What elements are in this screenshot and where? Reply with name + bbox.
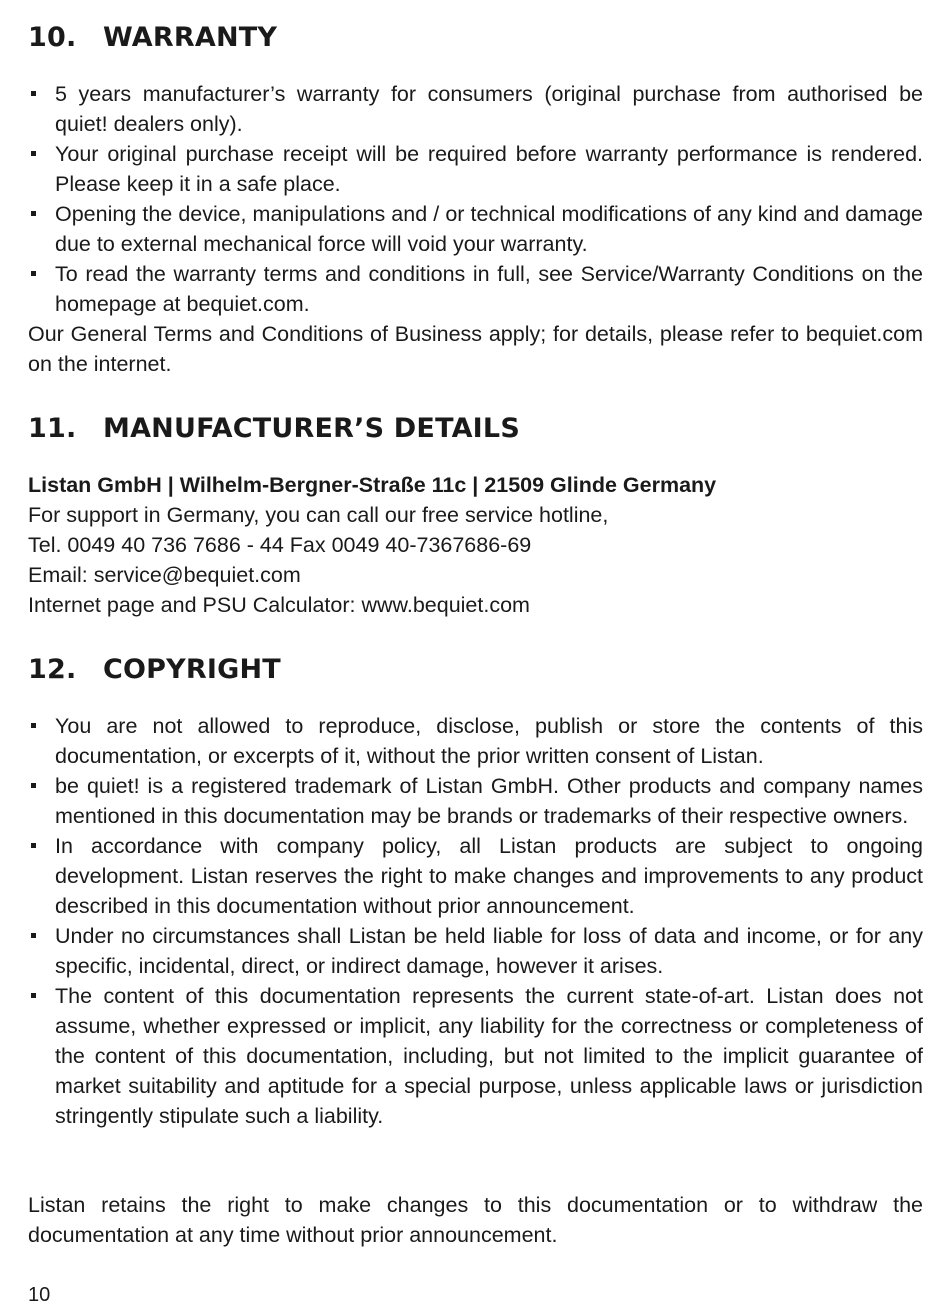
copyright-bullet-item <box>28 771 923 831</box>
warranty-body <box>28 79 923 379</box>
warranty-bullet-text: To read the warranty terms and conditions in full, see Service/Warranty Conditions on the homepage at bequiet.com. <box>55 262 923 316</box>
internet-line: Internet page and PSU Calculator: www.bequiet.com <box>28 593 530 617</box>
bullet-marker-icon <box>31 933 36 938</box>
copyright-bullet-item <box>28 921 923 981</box>
copyright-section-title: COPYRIGHT <box>103 654 281 685</box>
bullet-marker-icon <box>31 151 36 156</box>
copyright-bullet-item <box>28 711 923 771</box>
warranty-heading <box>28 21 277 55</box>
manufacturer-section-number: 11. <box>28 413 77 444</box>
copyright-body <box>28 711 923 1131</box>
copyright-bullet-text: be quiet! is a registered trademark of Listan GmbH. Other products and company names mentioned in this documentation may be brands or trademarks of their respective owners. <box>55 774 923 828</box>
bullet-marker-icon <box>31 723 36 728</box>
copyright-heading <box>28 653 281 687</box>
warranty-bullet-item <box>28 139 923 199</box>
copyright-bullet-text: Under no circumstances shall Listan be held liable for loss of data and income, or for any specific, incidental, direct, or indirect damage, however it arises. <box>55 924 923 978</box>
copyright-bullet-text: The content of this documentation represents the current state-of-art. Listan does not assume, whether expressed or implicit, any liability for the correctness or completeness of the content of this documentation, including, but not limited to the implicit guarantee of market suitability and aptitude for a special purpose, unless applicable laws or jurisdiction stringently stipulate such a liability. <box>55 984 923 1128</box>
warranty-bullet-text: 5 years manufacturer’s warranty for consumers (original purchase from authorised be quiet! dealers only). <box>55 82 923 136</box>
warranty-section-number: 10. <box>28 22 77 53</box>
copyright-bullet-item <box>28 831 923 921</box>
warranty-section-title: WARRANTY <box>103 22 278 53</box>
bullet-marker-icon <box>31 993 36 998</box>
bullet-marker-icon <box>31 783 36 788</box>
manufacturer-heading <box>28 412 520 446</box>
copyright-bullet-item <box>28 981 923 1131</box>
bullet-marker-icon <box>31 211 36 216</box>
warranty-bullet-list <box>28 79 923 319</box>
warranty-bullet-item <box>28 79 923 139</box>
copyright-bullet-text: In accordance with company policy, all Listan products are subject to ongoing development. Listan reserves the right to make changes and improvements to any product described in this documentation without prior announcement. <box>55 834 923 918</box>
bullet-marker-icon <box>31 91 36 96</box>
warranty-bullet-item <box>28 199 923 259</box>
manufacturer-section-title: MANUFACTURER’S DETAILS <box>103 413 520 444</box>
support-hotline-text: For support in Germany, you can call our free service hotline, <box>28 503 609 527</box>
bullet-marker-icon <box>31 843 36 848</box>
copyright-closing-paragraph: Listan retains the right to make changes to this documentation or to withdraw the documentation at any time without prior announcement. <box>28 1193 923 1247</box>
copyright-closing-block <box>28 1190 923 1250</box>
bullet-marker-icon <box>31 271 36 276</box>
warranty-bullet-item <box>28 259 923 319</box>
company-address: Listan GmbH | Wilhelm-Bergner-Straße 11c | 21509 Glinde Germany <box>28 473 717 497</box>
warranty-bullet-text: Your original purchase receipt will be required before warranty performance is rendered. Please keep it in a safe place. <box>55 142 923 196</box>
page-number: 10 <box>28 1284 51 1306</box>
copyright-section-number: 12. <box>28 654 77 685</box>
warranty-closing-paragraph: Our General Terms and Conditions of Business apply; for details, please refer to bequiet.com on the internet. <box>28 322 923 376</box>
phone-fax-line: Tel. 0049 40 736 7686 - 44 Fax 0049 40-7367686-69 <box>28 533 532 557</box>
copyright-bullet-list <box>28 711 923 1131</box>
email-line: Email: service@bequiet.com <box>28 563 301 587</box>
manufacturer-body <box>28 470 923 620</box>
copyright-bullet-text: You are not allowed to reproduce, disclose, publish or store the contents of this documentation, or excerpts of it, without the prior written consent of Listan. <box>55 714 923 768</box>
warranty-bullet-text: Opening the device, manipulations and / or technical modifications of any kind and damage due to external mechanical force will void your warranty. <box>55 202 923 256</box>
